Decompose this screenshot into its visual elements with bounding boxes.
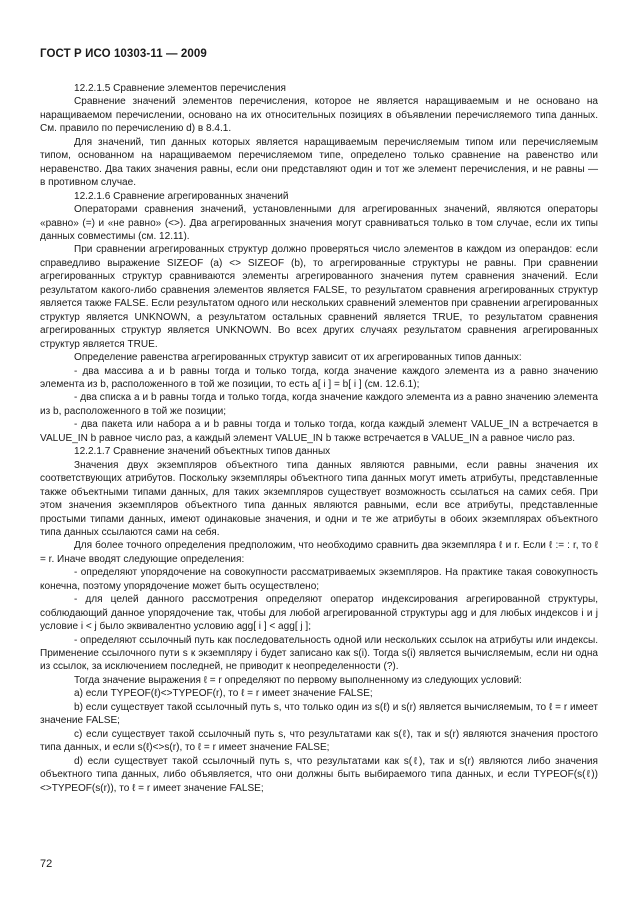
list-item: - два списка a и b равны тогда и только тогда, когда значение каждого элемента из a равно значению элемента из b, расположенного в той же позиции; xyxy=(40,392,598,417)
list-item: - два массива a и b равны тогда и только тогда, когда значение каждого элемента из a равно значению элемента из b, расположенного в той же позиции, то есть a[ i ] = b[ i ] (см. 12.6.1); xyxy=(40,365,598,390)
paragraph: Для более точного определения предположим, что необходимо сравнить два экземпляра ℓ и r. Если ℓ := : r, то ℓ = r. Иначе вводят следующие определения: xyxy=(40,540,598,565)
paragraph: Определение равенства агрегированных структур зависит от их агрегированных типов данных: xyxy=(74,352,522,364)
document-header: ГОСТ Р ИСО 10303-11 — 2009 xyxy=(40,48,207,60)
paragraph: Сравнение значений элементов перечисления, которое не является наращиваемым и не основано на наращиваемом перечислении, основано на их относительных позициях в объявлении перечисляемого типа данных. См. правило по перечислению d) в 8.4.1. xyxy=(40,96,598,135)
list-item: - определяют упорядочение на совокупности рассматриваемых экземпляров. На практике такая совокупность конечна, поэтому упорядочение может быть осуществлено; xyxy=(40,567,598,592)
list-item: - для целей данного рассмотрения определяют оператор индексирования агрегированной структуры, соблюдающий данное упорядочение так, чтобы для любой агрегированной структуры agg и для любых индексов i и j условие i < j было эквивалентно условию agg[ i ] < agg[ j ]; xyxy=(40,594,598,633)
section-heading: 12.2.1.7 Сравнение значений объектных типов данных xyxy=(74,446,331,458)
section-heading: 12.2.1.6 Сравнение агрегированных значений xyxy=(74,190,289,202)
list-item: - определяют ссылочный путь как последовательность одной или нескольких ссылок на атрибуты или индексы. Применение ссылочного пути s к экземпляру i будет записано как s(i). Тогда s(i) является вычисляемым, если ни одна из ссылок, за исключением последней, не приводит к неопределенности (?). xyxy=(40,634,598,673)
paragraph: Значения двух экземпляров объектного типа данных являются равными, если равны значения их соответствующих атрибутов. Поскольку экземпляры объектного типа данных могут иметь атрибуты, представленные также объектными типами данных, для таких экземпляров существует возможность ссылаться на самих себя. При этом значения экземпляров объектного типа данных являются равными, если все атрибуты, представленные простыми типами данных, имеют одинаковые значения, и одни и те же атрибуты в обоих экземплярах объектного типа данных ссылаются сами на себя. xyxy=(40,459,598,538)
paragraph: Для значений, тип данных которых является наращиваемым перечисляемым типом или перечисляемым типом, основанном на наращиваемом перечисляемом типе, определено только сравнение на равенство или неравенство. Два таких значения равны, если они представляют один и тот же элемент перечисления, и не равны — в противном случае. xyxy=(40,136,598,189)
condition-item: а) если TYPEOF(ℓ)<>TYPEOF(r), то ℓ = r имеет значение FALSE; xyxy=(74,688,373,700)
list-item: - два пакета или набора a и b равны тогда и только тогда, когда каждый элемент VALUE_IN a встречается в VALUE_IN b равное число раз, а каждый элемент VALUE_IN b также встречается в VALUE_IN a равное число раз. xyxy=(40,419,598,444)
paragraph: Операторами сравнения значений, установленными для агрегированных значений, являются операторы «равно» (=) и «не равно» (<>). Два агрегированных значения могут сравниваться только в том случае, если их типы данных совместимы (см. 12.11). xyxy=(40,204,598,242)
section-heading: 12.2.1.5 Сравнение элементов перечисления xyxy=(74,83,286,94)
page-number: 72 xyxy=(40,858,53,870)
condition-item: b) если существует такой ссылочный путь s, что только один из s(ℓ) и s(r) является вычисляемым, то ℓ = r имеет значение FALSE; xyxy=(40,701,598,727)
paragraph: При сравнении агрегированных структур должно проверяться число элементов в каждом из операндов: если справедливо выражение SIZEOF (a) <> SIZEOF (b), то агрегированные структуры не равны. При сравнении агрегированных структур сравниваются элементы агрегированного значения путем сравнения значений. Если результатом какого-либо сравнения элементов является FALSE, то результатом сравнения агрегированных структур является также FALSE. Если результатом одного или нескольких сравнений элементов при сравнении агрегированных структур является UNKNOWN, а результатом остальных сравнений является TRUE, то результатом сравнения агрегированных структур является UNKNOWN. Во всех других случаях результатом сравнения агрегированных структур является TRUE. xyxy=(40,244,598,350)
paragraph: Тогда значение выражения ℓ = r определяют по первому выполненному из следующих условий: xyxy=(74,674,522,686)
condition-item: d) если существует такой ссылочный путь s, что результатами как s(ℓ), так и s(r) являются либо значения объектного типа данных, либо объявляется, что они должны быть выбираемого типа данных, и если TYPEOF(s(ℓ))<>TYPEOF(s(r)), то ℓ = r имеет значение FALSE; xyxy=(40,755,598,794)
document-body xyxy=(40,82,598,795)
condition-item: с) если существует такой ссылочный путь s, что результатами как s(ℓ), так и s(r) являются значения простого типа данных, и если s(ℓ)<>s(r), то ℓ = r имеет значение FALSE; xyxy=(40,728,598,754)
